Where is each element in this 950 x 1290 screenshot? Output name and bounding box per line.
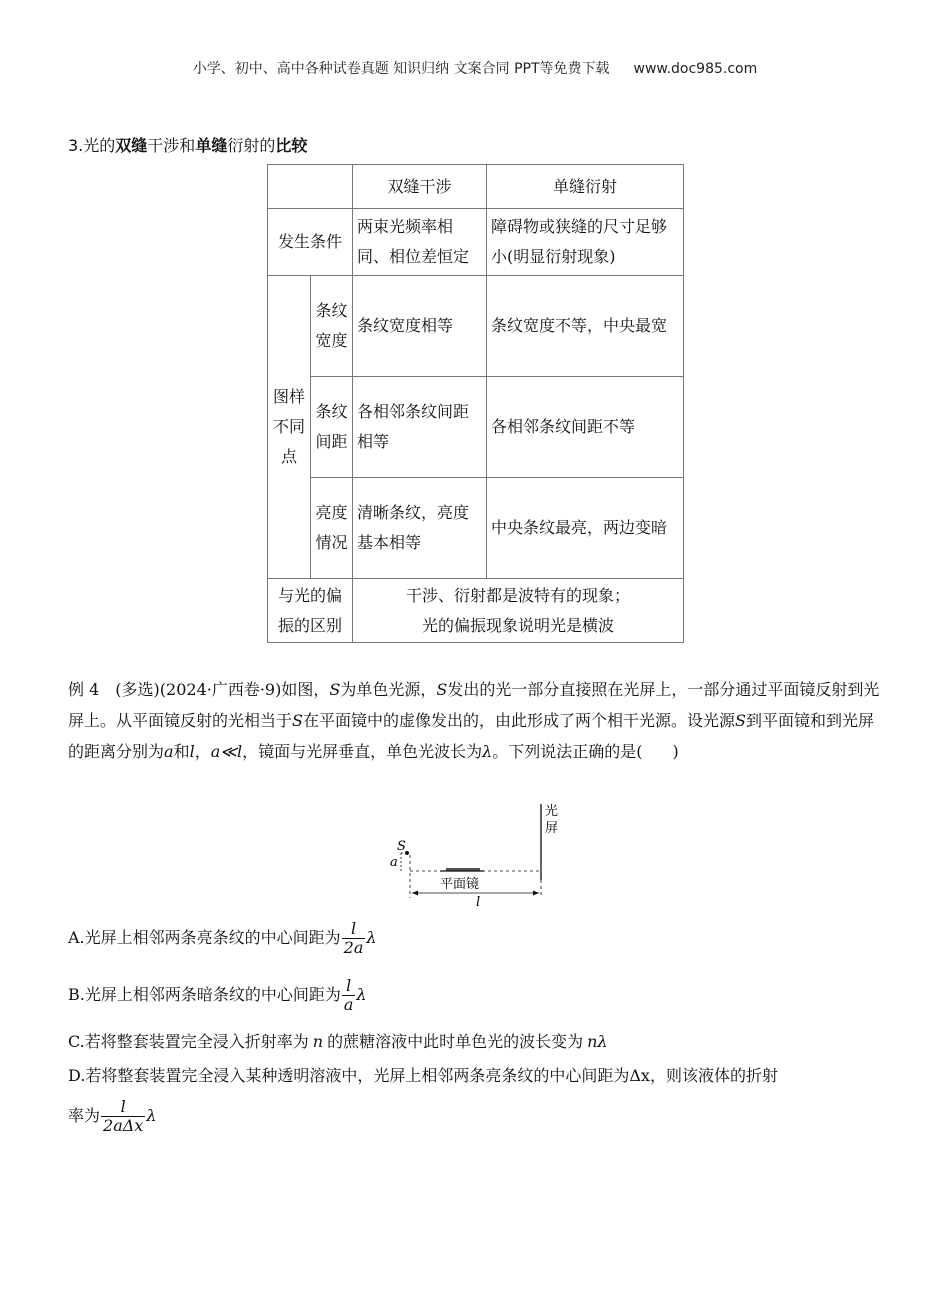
option-C-text: 的蔗糖溶液中此时单色光的波长变为 [327,1032,584,1051]
var-condition: a≪l [210,742,243,761]
option-C[interactable] [68,1029,608,1052]
stem-text: 到平面镜和到光屏的距离分别为 [68,711,874,761]
setup-diagram [388,800,568,910]
var-l: l [189,742,195,761]
question-source: (2024·广西卷·9) [159,680,282,699]
row-label-condition: 发生条件 [268,209,353,276]
option-B[interactable] [68,977,367,1014]
stem-text: 发出的光一部分直接照在光屏上，一部分通过平面镜反射到光屏上。从平面镜反射的光相当于 [68,680,880,730]
stem-text: ，镜面与光屏垂直，单色光波长为 [242,742,483,761]
fraction-denominator: 2a [343,938,364,957]
option-D-text: D.若将整套装置完全浸入某种透明溶液中，光屏上相邻两条亮条纹的中心间距为 [68,1066,630,1085]
header-single-slit: 单缝衍射 [487,165,684,209]
arrowhead-right [533,891,539,896]
question-type: (多选) [115,680,160,699]
option-A-text: A.光屏上相邻两条亮条纹的中心间距为 [68,928,341,947]
screen-label-2: 屏 [545,821,559,836]
fraction-denominator: 2aΔx [103,1116,144,1135]
option-B-fraction [342,977,356,1014]
header-text: 小学、初中、高中各种试卷真题 知识归纳 文案合同 PPT等免费下载 [192,61,610,77]
distance-label-l: l [476,895,481,910]
option-C-text: C.若将整套装置完全浸入折射率为 [68,1032,309,1051]
fraction-denominator: a [343,995,354,1014]
comparison-table [267,164,684,643]
var-S: S [735,711,746,730]
cell-polarization [353,579,684,643]
section-title-part: 衍射的 [227,136,276,155]
fraction-numerator: l [342,977,356,996]
question-number: 例 4 [68,680,100,699]
stem-text: 在平面镜中的虚像发出的，由此形成了两个相干光源。设光源 [302,711,735,730]
screen-label-1: 光 [545,804,559,819]
var-lambda: λ [482,742,493,761]
cell-brightness-single: 中央条纹最亮，两边变暗 [487,478,684,579]
var-delta-x: Δx [629,1066,650,1085]
var-n-lambda: nλ [587,1032,608,1051]
fraction-numerator: l [342,920,366,939]
section-title-bold: 比较 [275,136,308,155]
header-site[interactable]: www.doc985.com [633,61,758,77]
var-lambda: λ [356,985,367,1004]
cell-width-double: 条纹宽度相等 [353,276,487,377]
cell-brightness-double: 清晰条纹，亮度基本相等 [353,478,487,579]
arrowhead-left [412,891,418,896]
page-header [0,58,950,78]
source-label-S: S [397,839,406,854]
header-double-slit: 双缝干涉 [353,165,487,209]
stem-text: 。下列说法正确的是( [492,742,643,761]
option-B-text: B.光屏上相邻两条暗条纹的中心间距为 [68,985,341,1004]
option-A-fraction [342,920,366,957]
var-S: S [329,680,341,699]
row-label-brightness: 亮度情况 [311,478,353,579]
option-D[interactable] [68,1063,778,1135]
table-corner-cell [268,165,353,209]
option-D-fraction [101,1098,145,1135]
var-n: n [312,1032,324,1051]
option-D-text: 率为 [68,1106,101,1125]
stem-text: 如图， [281,680,330,699]
section-title-bold: 单缝 [195,136,228,155]
polarization-line-2: 光的偏振现象说明光是横波 [421,615,614,635]
stem-text: 为单色光源， [340,680,437,699]
option-D-text: ，则该液体的折射 [649,1066,778,1085]
row-label-spacing: 条纹间距 [311,377,353,478]
section-title-part: 3.光的 [68,136,116,155]
cell-spacing-double: 各相邻条纹间距相等 [353,377,487,478]
var-S: S [292,711,303,730]
section-title-bold: 双缝 [115,136,148,155]
cell-condition-single: 障碍物或狭缝的尺寸足够小(明显衍射现象) [487,209,684,276]
row-label-width: 条纹宽度 [311,276,353,377]
var-lambda: λ [146,1106,157,1125]
var-lambda: λ [366,928,377,947]
answer-blank: ) [672,742,679,761]
fraction-numerator: l [101,1098,145,1117]
section-title [68,133,307,156]
distance-label-a: a [390,855,398,870]
polarization-line-1: 干涉、衍射都是波特有的现象； [405,585,630,605]
cell-width-single: 条纹宽度不等，中央最宽 [487,276,684,377]
section-title-part: 干涉和 [147,136,196,155]
cell-spacing-single: 各相邻条纹间距不等 [487,377,684,478]
option-A[interactable] [68,920,377,957]
question-stem [68,674,888,767]
var-S: S [436,680,448,699]
stem-text: ， [194,742,211,761]
row-label-polarization: 与光的偏振的区别 [268,579,353,643]
cell-condition-double: 两束光频率相同、相位差恒定 [353,209,487,276]
mirror-label: 平面镜 [440,877,480,892]
stem-text: 和 [173,742,190,761]
row-label-pattern: 图样不同点 [268,276,311,579]
var-a: a [164,742,174,761]
